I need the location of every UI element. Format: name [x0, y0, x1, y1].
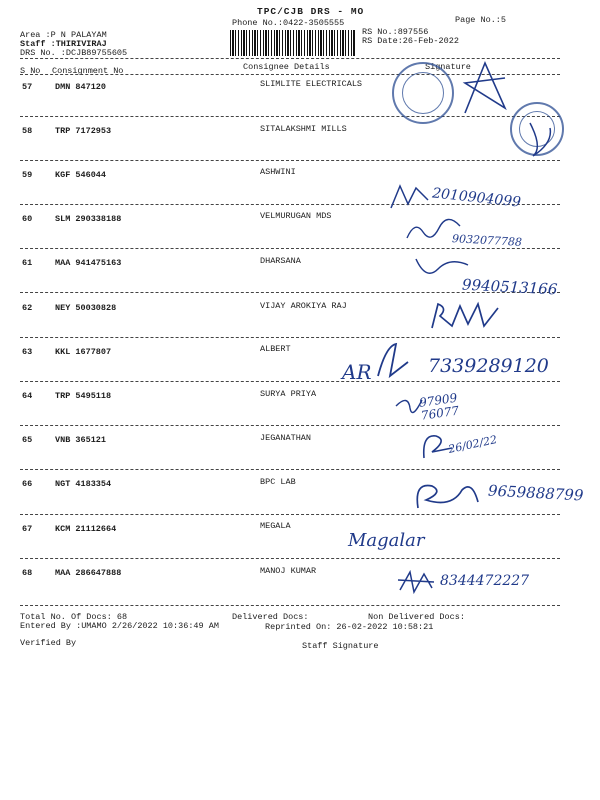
row-consignment: KKL 1677807 — [55, 347, 112, 357]
row-consignment: NGT 4183354 — [55, 479, 112, 489]
handwritten-phone: 9659888799 — [487, 481, 584, 505]
delivery-stamp — [392, 62, 454, 124]
phone-number: Phone No.:0422-3505555 — [232, 18, 345, 28]
staff-signature-label: Staff Signature — [302, 641, 379, 651]
rs-date: RS Date:26-Feb-2022 — [362, 36, 459, 46]
handwritten-phone: 9940513166 — [461, 275, 558, 299]
row-sno: 60 — [22, 214, 33, 224]
row-consignee: MANOJ KUMAR — [260, 566, 317, 576]
row-consignee: ALBERT — [260, 344, 291, 354]
signature-scribble — [372, 340, 412, 380]
row-sno: 58 — [22, 126, 33, 136]
row-sno: 61 — [22, 258, 33, 268]
handwritten-phone: 7339289120 — [428, 355, 549, 377]
row-divider — [20, 514, 560, 515]
reprinted-on: Reprinted On: 26-02-2022 10:58:21 — [265, 622, 434, 632]
row-sno: 66 — [22, 479, 33, 489]
row-consignment: VNB 365121 — [55, 435, 107, 445]
signature-scribble — [396, 568, 436, 596]
row-consignment: KCM 21112664 — [55, 524, 117, 534]
row-consignee: SLIMLITE ELECTRICALS — [260, 79, 363, 89]
column-header-signature: Signature — [425, 62, 471, 72]
total-docs: Total No. Of Docs: 68 — [20, 612, 128, 622]
handwritten-phone: 2010904099 — [431, 185, 522, 211]
row-consignee: SITALAKSHMI MILLS — [260, 124, 347, 134]
column-header-sno: S No — [20, 66, 41, 76]
signature-scribble — [412, 478, 486, 514]
row-divider — [20, 248, 560, 249]
handwritten-name: Magalar — [348, 530, 425, 551]
verified-by: Verified By — [20, 638, 77, 648]
row-sno: 68 — [22, 568, 33, 578]
row-consignment: DMN 847120 — [55, 82, 107, 92]
row-divider — [20, 160, 560, 161]
handwritten-date: 26/02/22 — [447, 433, 499, 456]
row-sno: 57 — [22, 82, 33, 92]
handwritten-initials: AR — [342, 360, 372, 384]
row-consignee: MEGALA — [260, 521, 291, 531]
row-consignee: BPC LAB — [260, 477, 296, 487]
row-consignee: SURYA PRIYA — [260, 389, 317, 399]
delivered-docs: Delivered Docs: — [232, 612, 309, 622]
row-consignment: MAA 941475163 — [55, 258, 122, 268]
document-title: TPC/CJB DRS - MO — [257, 6, 365, 17]
row-divider — [20, 425, 560, 426]
area-label: Area :P N PALAYAM — [20, 30, 107, 40]
signature-scribble — [428, 298, 508, 334]
row-sno: 62 — [22, 303, 33, 313]
row-consignee: VIJAY AROKIYA RAJ — [260, 301, 347, 311]
row-sno: 59 — [22, 170, 33, 180]
handwritten-phone: 97909 76077 — [418, 390, 460, 423]
row-consignment: MAA 286647888 — [55, 568, 122, 578]
row-divider — [20, 381, 560, 382]
row-consignee: DHARSANA — [260, 256, 301, 266]
row-consignee: VELMURUGAN MDS — [260, 211, 332, 221]
row-divider — [20, 337, 560, 338]
row-consignee: JEGANATHAN — [260, 433, 312, 443]
row-divider — [20, 605, 560, 606]
row-divider — [20, 469, 560, 470]
row-consignment: SLM 290338188 — [55, 214, 122, 224]
handwritten-phone: 8344472227 — [440, 573, 530, 589]
drs-number: DRS No. :DCJB89755605 — [20, 48, 128, 58]
entered-by: Entered By :UMAMO 2/26/2022 10:36:49 AM — [20, 621, 219, 631]
row-sno: 64 — [22, 391, 33, 401]
column-header-consignment: Consignment No — [52, 66, 124, 76]
row-consignment: KGF 546044 — [55, 170, 107, 180]
non-delivered-docs: Non Delivered Docs: — [368, 612, 465, 622]
signature-scribble — [388, 182, 433, 212]
row-consignment: TRP 7172953 — [55, 126, 112, 136]
signature-scribble — [525, 118, 555, 158]
staff-label: Staff :THIRIVIRAJ — [20, 39, 107, 49]
handwritten-phone: 9032077788 — [451, 232, 523, 249]
row-consignment: NEY 50030828 — [55, 303, 117, 313]
row-consignee: ASHWINI — [260, 167, 296, 177]
row-sno: 63 — [22, 347, 33, 357]
column-header-consignee: Consignee Details — [243, 62, 330, 72]
row-sno: 67 — [22, 524, 33, 534]
signature-scribble — [460, 58, 510, 118]
rs-number: RS No.:897556 — [362, 27, 429, 37]
row-consignment: TRP 5495118 — [55, 391, 112, 401]
row-sno: 65 — [22, 435, 33, 445]
barcode — [230, 30, 355, 56]
page-number: Page No.:5 — [455, 15, 507, 25]
row-divider — [20, 558, 560, 559]
